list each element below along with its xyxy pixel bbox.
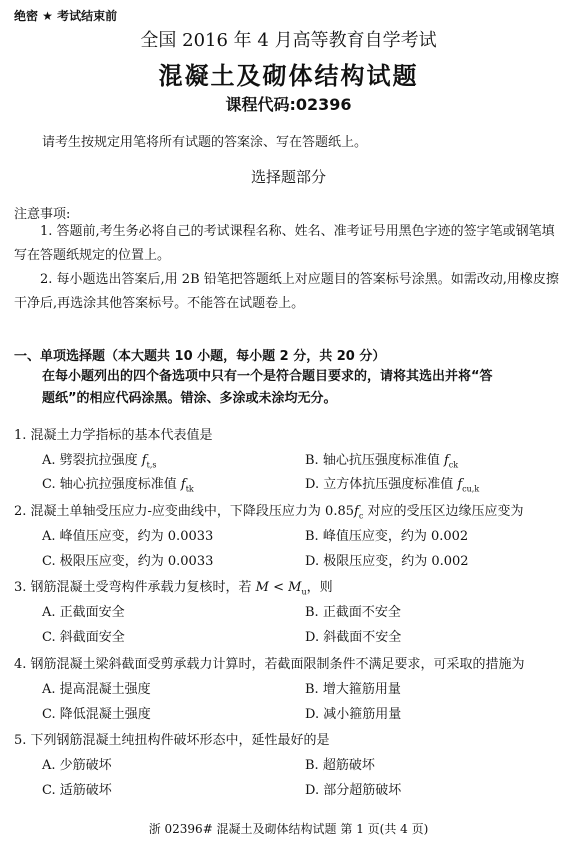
notes-heading: 注意事项: xyxy=(14,207,71,222)
question-2-option-c[interactable]: C. 极限压应变，约为 0.0033 xyxy=(42,554,214,569)
question-2-option-a[interactable]: A. 峰值压应变，约为 0.0033 xyxy=(42,529,214,544)
note-item-2: 2. 每小题选出答案后,用 2B 铅笔把答题纸上对应题目的答案标号涂黑。如需改动,用橡皮擦干净后,再选涂其他答案标号。不能答在试题卷上。 xyxy=(14,272,559,311)
part1-desc-line2: 题纸”的相应代码涂黑。错涂、多涂或未涂均无分。 xyxy=(42,391,337,406)
exam-title: 全国 2016 年 4 月高等教育自学考试 xyxy=(140,30,437,51)
question-4-option-d[interactable]: D. 减小箍筋用量 xyxy=(305,707,402,722)
question-5-option-d[interactable]: D. 部分超筋破坏 xyxy=(305,783,402,798)
question-4-option-c[interactable]: C. 降低混凝土强度 xyxy=(42,707,151,722)
subject-title: 混凝土及砌体结构试题 xyxy=(158,62,419,90)
question-3-option-a[interactable]: A. 正截面安全 xyxy=(42,605,125,620)
confidential-label: 绝密 ★ 考试结束前 xyxy=(14,9,118,23)
question-4-stem: 4. 钢筋混凝土梁斜截面受剪承载力计算时，若截面限制条件不满足要求，可采取的措施为 xyxy=(14,657,525,672)
page-footer: 浙 02396# 混凝土及砌体结构试题 第 1 页(共 4 页) xyxy=(148,822,429,836)
course-code: 课程代码:02396 xyxy=(225,95,352,114)
question-1-option-d[interactable]: D. 立方体抗压强度标准值 $f_{cu,k}$ xyxy=(305,477,480,494)
question-2-stem: 2. 混凝土单轴受压应力-应变曲线中，下降段压应力为 $0.85f_c$ 对应的受压区边缘压应变为 xyxy=(14,504,524,521)
question-5-option-a[interactable]: A. 少筋破坏 xyxy=(42,758,112,773)
question-3-option-c[interactable]: C. 斜截面安全 xyxy=(42,630,125,645)
part1-heading: 一、单项选择题（本大题共 10 小题，每小题 2 分，共 20 分） xyxy=(14,349,386,364)
question-4-option-b[interactable]: B. 增大箍筋用量 xyxy=(305,682,401,697)
section-title: 选择题部分 xyxy=(250,168,326,186)
question-5-option-b[interactable]: B. 超筋破坏 xyxy=(305,758,375,773)
question-2-option-d[interactable]: D. 极限压应变，约为 0.002 xyxy=(305,554,469,569)
note-item-1: 1. 答题前,考生务必将自己的考试课程名称、姓名、准考证号用黑色字迹的签字笔或钢笔填写在答题纸规定的位置上。 xyxy=(14,224,555,263)
question-5-option-c[interactable]: C. 适筋破坏 xyxy=(42,783,112,798)
question-5-stem: 5. 下列钢筋混凝土纯扭构件破坏形态中，延性最好的是 xyxy=(14,733,330,748)
question-1-stem: 1. 混凝土力学指标的基本代表值是 xyxy=(14,428,213,443)
question-4-option-a[interactable]: A. 提高混凝土强度 xyxy=(42,682,151,697)
question-3-option-d[interactable]: D. 斜截面不安全 xyxy=(305,630,402,645)
part1-desc-line1: 在每小题列出的四个备选项中只有一个是符合题目要求的，请将其选出并将“答 xyxy=(42,369,493,384)
question-2-option-b[interactable]: B. 峰值压应变，约为 0.002 xyxy=(305,529,469,544)
question-1-option-a[interactable]: A. 劈裂抗拉强度 $f_{t,s}$ xyxy=(42,453,157,470)
question-3-option-b[interactable]: B. 正截面不安全 xyxy=(305,605,401,620)
question-1-option-b[interactable]: B. 轴心抗压强度标准值 $f_{ck}$ xyxy=(305,453,459,470)
answer-instruction: 请考生按规定用笔将所有试题的答案涂、写在答题纸上。 xyxy=(42,135,368,150)
question-3-stem: 3. 钢筋混凝土受弯构件承载力复核时，若 $M < M_u$，则 xyxy=(14,580,333,597)
question-1-option-c[interactable]: C. 轴心抗拉强度标准值 $f_{tk}$ xyxy=(42,477,194,494)
